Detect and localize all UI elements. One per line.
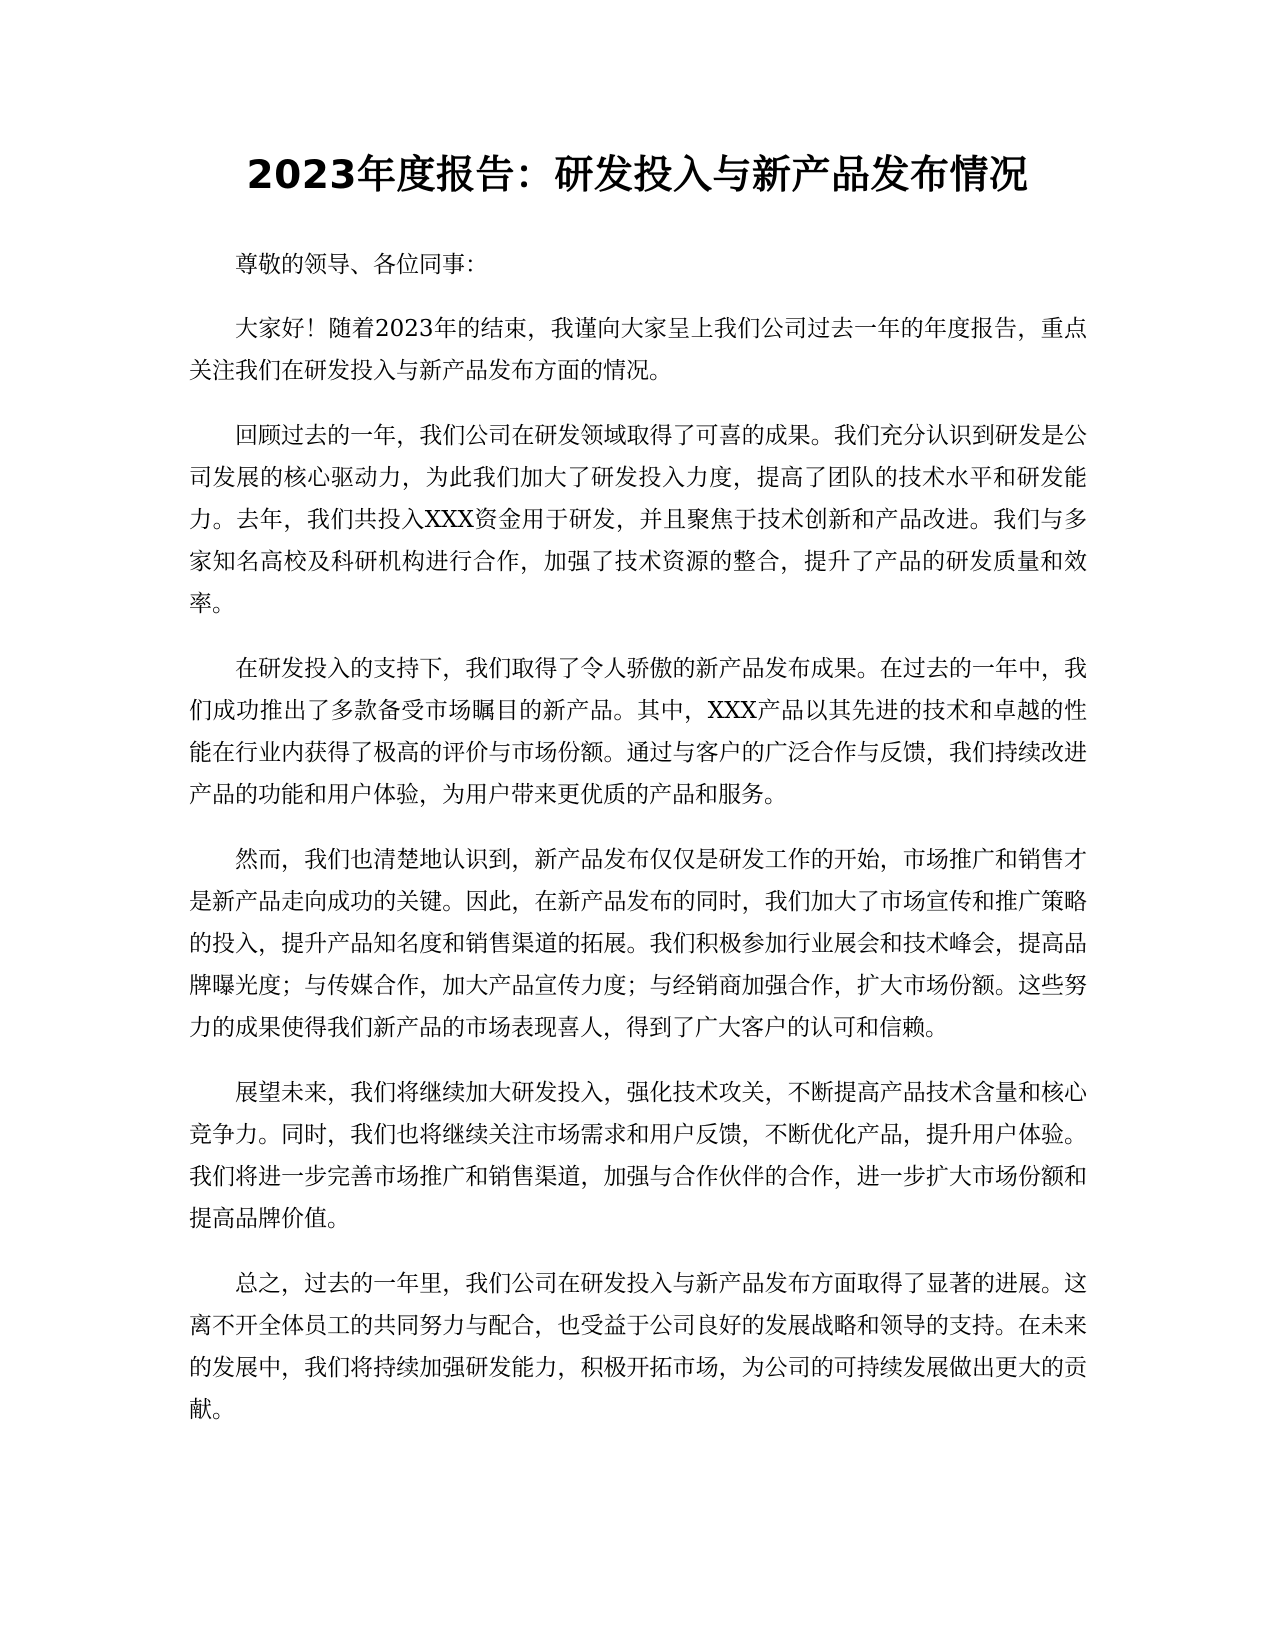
product-launch-paragraph: 在研发投入的支持下，我们取得了令人骄傲的新产品发布成果。在过去的一年中，我们成功推出了多款备受市场瞩目的新产品。其中，XXX产品以其先进的技术和卓越的性能在行业内获得了极高的评价与市场份额。通过与客户的广泛合作与反馈，我们持续改进产品的功能和用户体验，为用户带来更优质的产品和服务。 [189, 656, 1087, 808]
greeting-paragraph: 大家好！随着2023年的结束，我谨向大家呈上我们公司过去一年的年度报告，重点关注我们在研发投入与新产品发布方面的情况。 [189, 316, 1087, 384]
rd-review-paragraph: 回顾过去的一年，我们公司在研发领域取得了可喜的成果。我们充分认识到研发是公司发展的核心驱动力，为此我们加大了研发投入力度，提高了团队的技术水平和研发能力。去年，我们共投入XXX资金用于研发，并且聚焦于技术创新和产品改进。我们与多家知名高校及科研机构进行合作，加强了技术资源的整合，提升了产品的研发质量和效率。 [189, 423, 1087, 617]
summary-paragraph: 总之，过去的一年里，我们公司在研发投入与新产品发布方面取得了显著的进展。这离不开全体员工的共同努力与配合，也受益于公司良好的发展战略和领导的支持。在未来的发展中，我们将持续加强研发能力，积极开拓市场，为公司的可持续发展做出更大的贡献。 [189, 1271, 1087, 1423]
document-body [189, 244, 1087, 1454]
salutation-paragraph: 尊敬的领导、各位同事： [235, 252, 488, 278]
document-title: 2023年度报告：研发投入与新产品发布情况 [246, 153, 1029, 198]
outlook-paragraph: 展望未来，我们将继续加大研发投入，强化技术攻关，不断提高产品技术含量和核心竞争力。同时，我们也将继续关注市场需求和用户反馈，不断优化产品，提升用户体验。我们将进一步完善市场推广和销售渠道，加强与合作伙伴的合作，进一步扩大市场份额和提高品牌价值。 [189, 1080, 1087, 1232]
marketing-paragraph: 然而，我们也清楚地认识到，新产品发布仅仅是研发工作的开始，市场推广和销售才是新产品走向成功的关键。因此，在新产品发布的同时，我们加大了市场宣传和推广策略的投入，提升产品知名度和销售渠道的拓展。我们积极参加行业展会和技术峰会，提高品牌曝光度；与传媒合作，加大产品宣传力度；与经销商加强合作，扩大市场份额。这些努力的成果使得我们新产品的市场表现喜人，得到了广大客户的认可和信赖。 [189, 847, 1087, 1041]
